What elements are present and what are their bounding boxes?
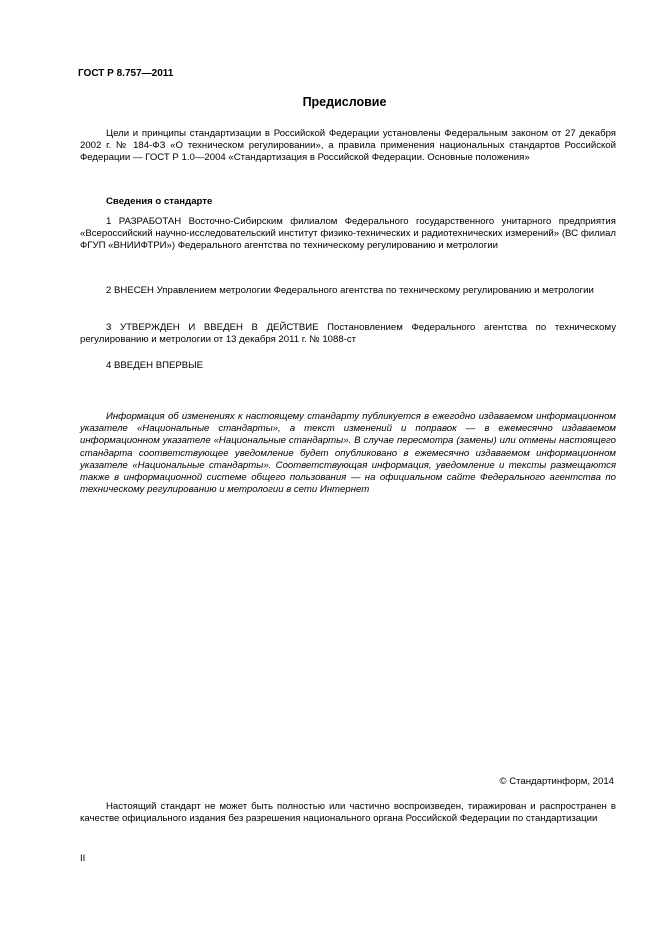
page-title: Предисловие <box>302 95 387 109</box>
item-4-text: 4 ВВЕДЕН ВПЕРВЫЕ <box>106 360 204 371</box>
copyright: © Стандартинформ, 2014 <box>499 776 614 787</box>
item-2-text: 2 ВНЕСЕН Управлением метрологии Федерального агентства по техническому регулированию и метрологии <box>106 285 594 296</box>
item-1 <box>80 216 616 253</box>
item-4 <box>80 360 616 372</box>
document-code: ГОСТ Р 8.757—2011 <box>78 68 174 79</box>
restriction-paragraph <box>80 801 616 825</box>
page-number: II <box>80 853 86 864</box>
item-1-text: 1 РАЗРАБОТАН Восточно-Сибирским филиалом Федерального государственного унитарного предприятия «Всероссийский научно-исследовательский институт физико-технических и радиотехнических измерений» (ВС филиал ФГУП «ВНИИФТРИ») Федерального агентства по техническому регулированию и метрологии <box>80 216 616 252</box>
item-3 <box>80 322 616 346</box>
intro-text: Цели и принципы стандартизации в Российской Федерации установлены Федеральным законом от 27 декабря 2002 г. № 184-ФЗ «О техническом регулировании», а правила применения национальных стандартов Российской Федерации — ГОСТ Р 1.0—2004 «Стандартизация в Российской Федерации. Основные положения» <box>80 128 616 164</box>
item-3-text: 3 УТВЕРЖДЕН И ВВЕДЕН В ДЕЙСТВИЕ Постановлением Федерального агентства по техническому регулированию и метрологии от 13 декабря 2011 г. № 1088-ст <box>80 322 616 346</box>
item-2 <box>80 285 616 297</box>
intro-paragraph <box>80 128 616 165</box>
notice-text: Информация об изменениях к настоящему стандарту публикуется в ежегодно издаваемом информационном указателе «Национальные стандарты», а текст изменений и поправок — в ежемесячно издаваемом информационном указателе «Национальные стандарты». В случае пересмотра (замены) или отмены настоящего стандарта соответствующее уведомление будет опубликовано в ежемесячно издаваемом информационном указателе «Национальные стандарты». Соответствующая информация, уведомление и тексты размещаются также в информационной системе общего пользования — на официальном сайте Федерального агентства по техническому регулированию и метрологии в сети Интернет <box>80 411 616 496</box>
restriction-text: Настоящий стандарт не может быть полностью или частично воспроизведен, тиражирован и распространен в качестве официального издания без разрешения национального органа Российской Федерации по стандартизации <box>80 801 616 825</box>
notice-paragraph <box>80 411 616 496</box>
section-heading: Сведения о стандарте <box>106 196 213 207</box>
